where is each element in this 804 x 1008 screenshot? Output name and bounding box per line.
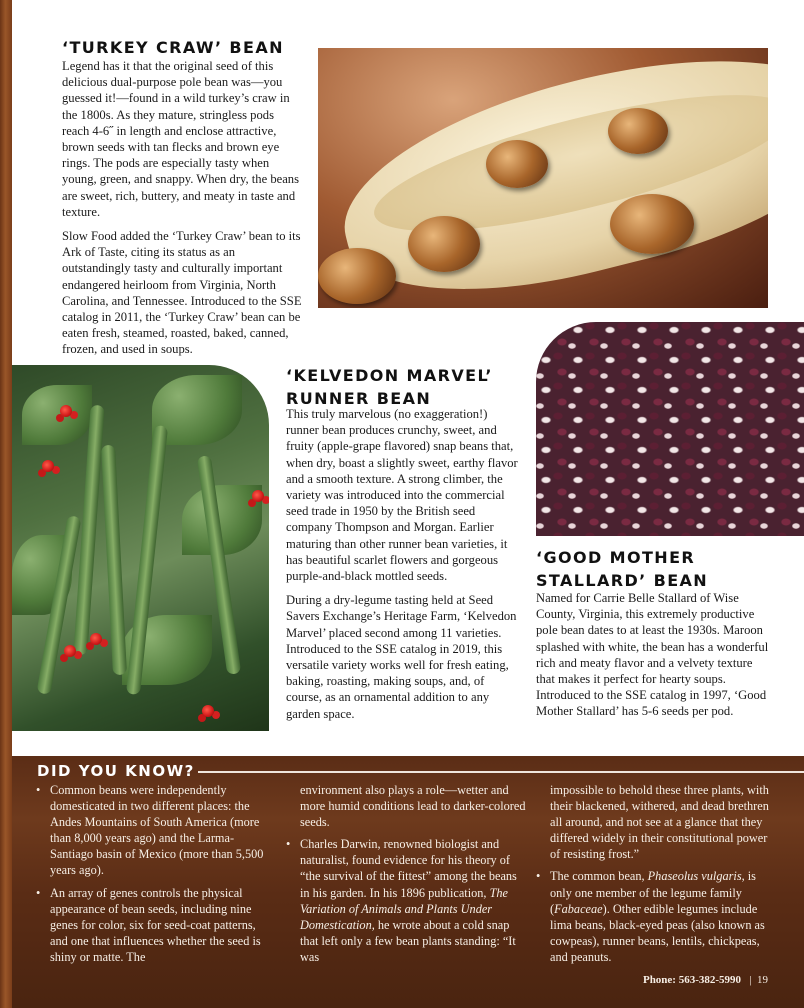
fact-common-bean	[536, 868, 778, 965]
fact-domestication: • Common beans were independently domesticated in two different places: the Andes Mountains of South America (more than 8,000 years ago) and the Larma-Santiago basin of Mexico (more than 5,500 years ago).	[36, 782, 266, 879]
good-mother-stallard-heading-line-2: STALLARD’ BEAN	[536, 571, 709, 590]
scarlet-flower	[60, 405, 72, 417]
bean-seed	[608, 108, 668, 154]
scarlet-flower	[252, 490, 264, 502]
did-you-know-column-2	[286, 782, 526, 971]
leaf	[22, 385, 92, 445]
fact-darwin	[286, 836, 526, 965]
turkey-craw-paragraph-2: Slow Food added the ‘Turkey Craw’ bean to its Ark of Taste, citing its status as an outstandingly tasty and culturally important endangered heirloom from Virginia, North Carolina, and Tennessee. Introduced to the SSE catalog in 2011, the ‘Turkey Craw’ bean can be eaten fresh, steamed, roasted, baked, canned, frozen, and used in soups.	[62, 229, 302, 357]
kelvedon-marvel-text	[286, 406, 522, 730]
kelvedon-marvel-paragraph-2: During a dry-legume tasting held at Seed Savers Exchange’s Heritage Farm, ‘Kelvedon Marvel’ placed second among 11 varieties. Introduced to the SSE catalog in 2019, this versatile variety works well for fresh eating, baking, roasting, making soups, and, of course, as an ornamental addition to any garden space.	[286, 593, 517, 721]
kelvedon-marvel-heading-line-2: RUNNER BEAN	[286, 389, 432, 408]
fact-genes-continued: environment also plays a role—wetter and more humid conditions lead to darker-colored seeds.	[300, 783, 526, 830]
page-number: 19	[757, 974, 768, 986]
scarlet-flower	[90, 633, 102, 645]
family-name: Fabaceae	[554, 901, 603, 916]
did-you-know-section	[12, 756, 804, 1008]
bean-seed	[408, 216, 480, 272]
runner-pod	[101, 445, 127, 675]
fact-common-bean-text-c: ). Other edible legumes include lima beans, black-eyed peas (also known as cowpeas), runner beans, lentils, chickpeas, and peanuts.	[550, 901, 765, 964]
good-mother-stallard-paragraph: Named for Carrie Belle Stallard of Wise County, Virginia, this extremely productive pole bean dates to at least the 1930s. Maroon splashed with white, the bean has a wonderful rich and meaty flavor and a velvety texture that makes it perfect for hearty soups. Introduced to the SSE catalog in 1997, ‘Good Mother Stallard’ has 5-6 seeds per pod.	[536, 591, 769, 719]
bean-seed	[486, 140, 548, 188]
scarlet-flower	[202, 705, 214, 717]
turkey-craw-photo	[318, 48, 768, 308]
species-name: Phaseolus vulgaris	[647, 869, 742, 884]
footer-separator: |	[749, 974, 752, 986]
did-you-know-heading: DID YOU KNOW?	[37, 762, 195, 780]
footer-phone: Phone: 563-382-5990	[642, 974, 742, 986]
kelvedon-marvel-heading	[286, 364, 493, 410]
bean-seed	[318, 248, 396, 304]
fact-darwin-text-a: Charles Darwin, renowned biologist and naturalist, found evidence for his theory of “the survival of the fittest” among the beans in his garden. In his 1896 publication,	[300, 837, 517, 900]
darwin-book-title: The Variation of Animals and Plants Under Domestication,	[300, 885, 509, 932]
kelvedon-marvel-paragraph-1: This truly marvelous (no exaggeration!) runner bean produces crunchy, sweet, and fruity (apple-grape flavored) snap beans that, when dry, boast a slightly sweet, earthy flavor and a smooth texture. A strong climber, the variety was introduced into the commercial seed trade in 1950 by the British seed company Thompson and Morgan. Earlier maturing than other runner bean varieties, it has beautiful scarlet flowers and gorgeous purple-and-black mottled seeds.	[286, 407, 518, 584]
turkey-craw-heading: ‘TURKEY CRAW’ BEAN	[62, 38, 284, 57]
turkey-craw-paragraph-1: Legend has it that the original seed of this delicious dual-purpose pole bean was—you guessed it!—found in a wild turkey’s craw in the 1800s. As they mature, stringless pods reach 4-6˝ in length and enclose attractive, brown seeds with tan flecks and brown eye rings. The pods are especially tasty when young, green, and snappy. When dry, the beans are sweet, rich, buttery, and meaty in taste and texture.	[62, 59, 299, 219]
did-you-know-rule	[198, 771, 804, 773]
turkey-craw-text	[62, 58, 302, 366]
fact-common-bean-text-b: , is only one member of the legume family (	[550, 869, 756, 916]
scarlet-flower	[64, 645, 76, 657]
good-mother-stallard-heading	[536, 546, 708, 592]
fact-darwin-continued: impossible to behold these three plants, with their blackened, withered, and dead brethren all around, and not see at a glance that they differed widely in their constitutional power of resisting frost.”	[550, 783, 769, 862]
scarlet-flower	[42, 460, 54, 472]
fact-darwin-text-b: he wrote about a cold snap that left only a few bean plants standing: “It was	[300, 917, 516, 964]
did-you-know-column-3	[536, 782, 778, 971]
kelvedon-marvel-photo	[12, 365, 269, 731]
good-mother-stallard-photo	[536, 322, 804, 536]
bean-seed	[610, 194, 694, 254]
did-you-know-column-1	[36, 782, 266, 971]
wood-border	[0, 0, 12, 1008]
fact-genes: • An array of genes controls the physical appearance of bean seeds, including nine genes for color, six for seed-coat patterns, and one that influences whether the seed is shiny or matte. The	[36, 885, 266, 965]
good-mother-stallard-heading-line-1: ‘GOOD MOTHER	[536, 548, 696, 567]
page-footer	[643, 974, 768, 986]
fact-common-bean-text-a: The common bean,	[550, 869, 648, 884]
kelvedon-marvel-heading-line-1: ‘KELVEDON MARVEL’	[286, 366, 493, 385]
good-mother-stallard-text	[536, 590, 772, 728]
